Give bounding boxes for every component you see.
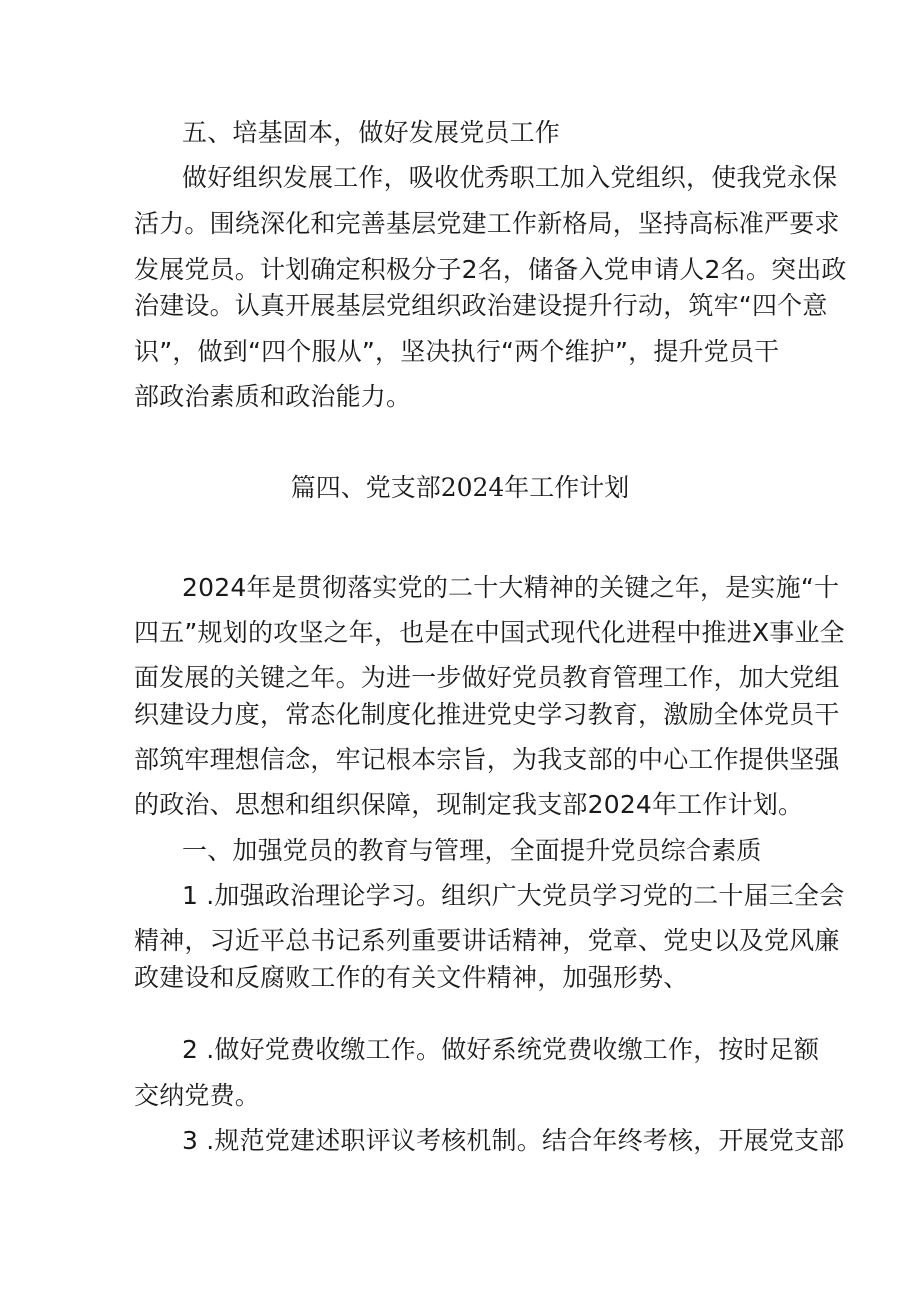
- paragraph-line: 部筑牢理想信念，牢记根本宗旨，为我支部的中心工作提供坚强: [134, 745, 840, 774]
- list-item-line: 交纳党费。: [134, 1081, 261, 1110]
- paragraph-line: 面发展的关键之年。为进一步做好党员教育管理工作，加大党组: [134, 663, 840, 692]
- section-heading: 一、加强党员的教育与管理，全面提升党员综合素质: [182, 836, 762, 865]
- paragraph-line: 的政治、思想和组织保障，现制定我支部2024年工作计划。: [134, 790, 804, 819]
- list-item-line: 2 .做好党费收缴工作。做好系统党费收缴工作，按时足额: [182, 1035, 820, 1064]
- list-item-line: 1 .加强政治理论学习。组织广大党员学习党的二十届三全会: [182, 881, 845, 910]
- list-item-line: 精神，习近平总书记系列重要讲话精神，党章、党史以及党风廉: [134, 926, 840, 955]
- paragraph-line: 做好组织发展工作，吸收优秀职工加入党组织，使我党永保: [182, 163, 838, 192]
- paragraph-line: 织建设力度，常态化制度化推进党史学习教育，激励全体党员干: [134, 700, 840, 729]
- paragraph-line: 四五”规划的攻坚之年，也是在中国式现代化进程中推进X事业全: [134, 618, 845, 647]
- paragraph-line: 2024年是贯彻落实党的二十大精神的关键之年，是实施“十: [182, 573, 840, 602]
- paragraph-line: 治建设。认真开展基层党组织政治建设提升行动，筑牢“四个意: [134, 291, 828, 320]
- list-item-line: 3 .规范党建述职评议考核机制。结合年终考核，开展党支部: [182, 1126, 845, 1155]
- list-item-line: 政建设和反腐败工作的有关文件精神，加强形势、: [134, 963, 689, 992]
- paragraph-line: 部政治素质和政治能力。: [134, 382, 412, 411]
- section-heading: 五、培基固本，做好发展党员工作: [182, 118, 561, 147]
- article-title: 篇四、党支部2024年工作计划: [290, 473, 630, 502]
- paragraph-line: 发展党员。计划确定积极分子2名，储备入党申请人2名。突出政: [134, 255, 847, 284]
- paragraph-line: 识”，做到“四个服从”，坚决执行“两个维护”，提升党员干: [134, 337, 780, 366]
- paragraph-line: 活力。围绕深化和完善基层党建工作新格局，坚持高标准严要求: [134, 209, 840, 238]
